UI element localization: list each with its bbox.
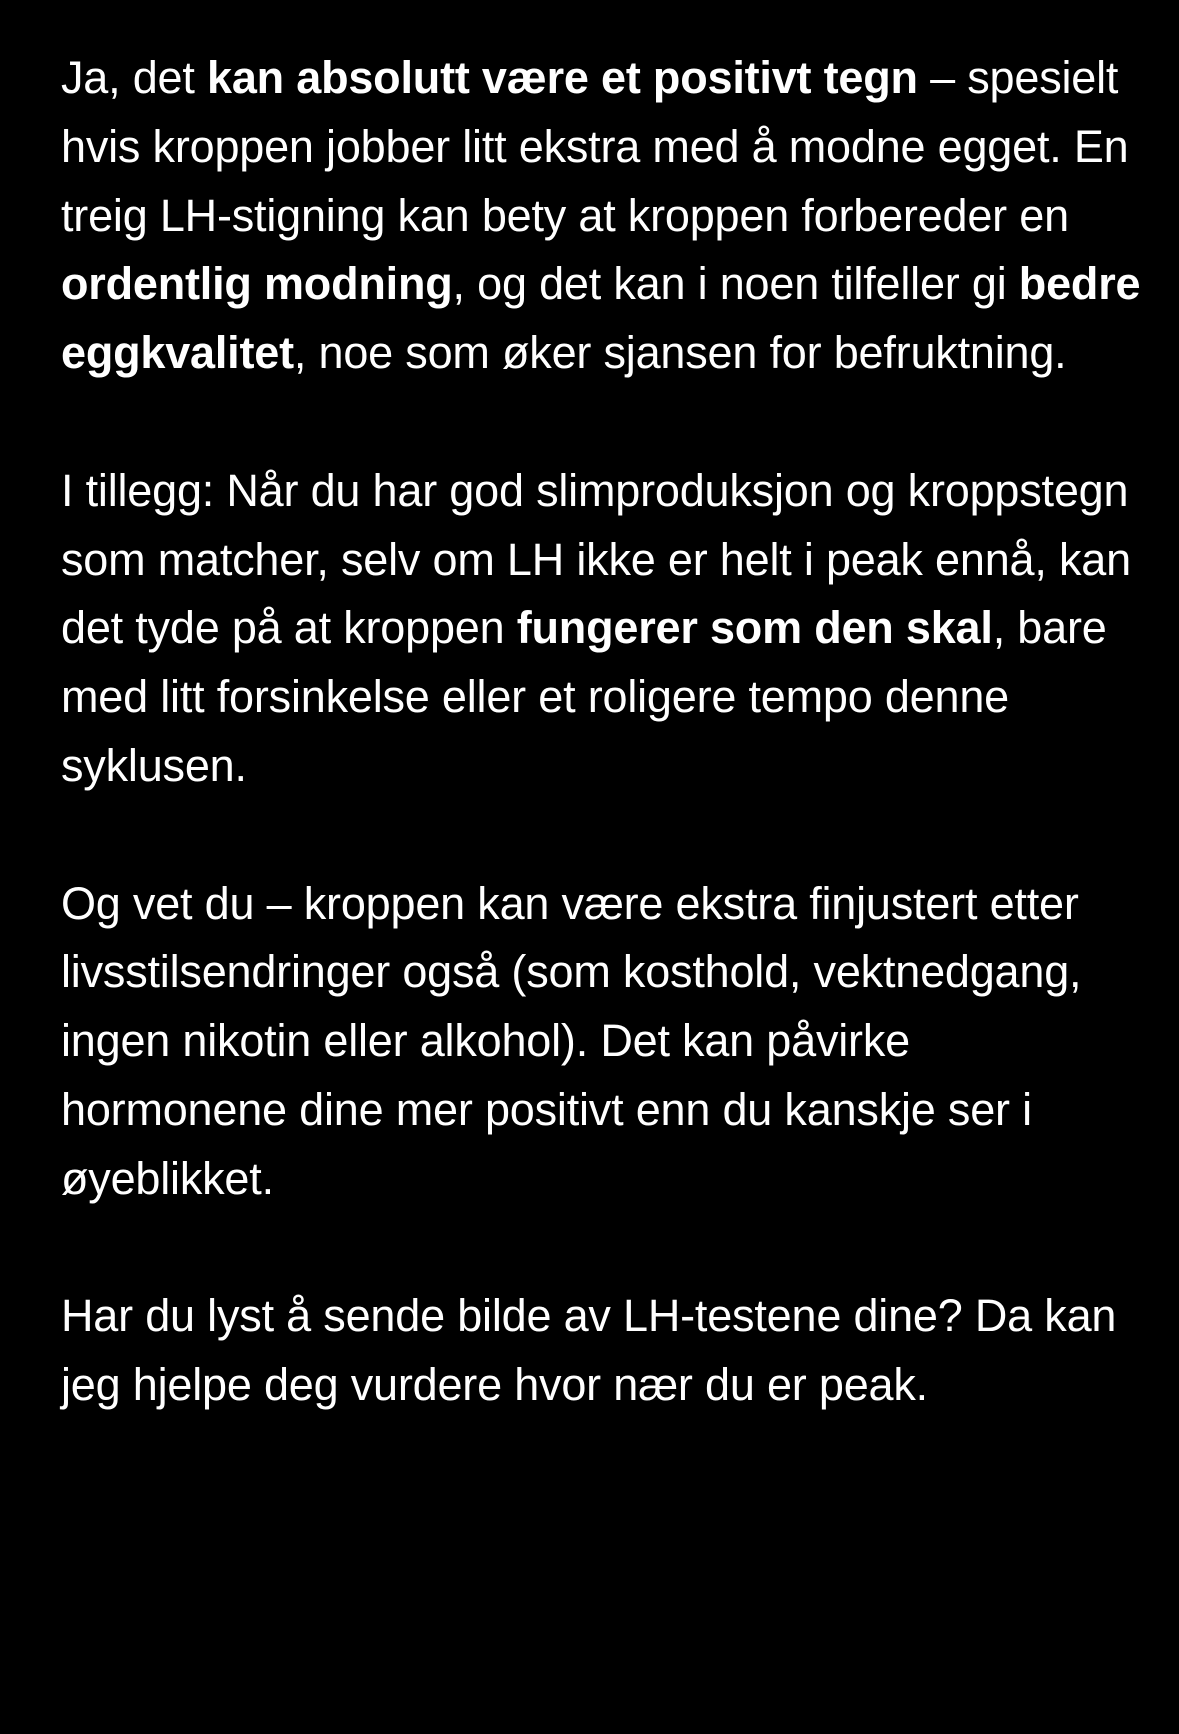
p1-text-a: Ja, det: [61, 52, 207, 103]
p1-text-g: , noe som øker sjansen for befruktning.: [293, 327, 1067, 379]
p1-bold-positive-sign: kan absolutt være et positivt tegn: [207, 52, 918, 103]
message-paragraph-3: Og vet du – kroppen kan være ekstra finjustert etter livsstilsendringer også (som kosthold, vektnedgang, ingen nikotin eller alkohol). Det kan påvirke hormonene dine mer positivt enn du kanskje ser i øyeblikket.: [61, 877, 1082, 1204]
p1-text-c: – spesielt hvis kroppen jobber litt ekstra med å modne egget. En treig LH-stigning kan bety at kroppen forbereder en: [61, 52, 1129, 241]
p1-bold-egg-quality: bedre eggkvalitet: [61, 258, 1141, 379]
message-paragraph-2: [61, 457, 1146, 801]
p2-text-a: I tillegg: Når du har god slimproduksjon og kroppstegn som matcher, selv om LH ikke er helt i peak ennå, kan det tyde på at kroppen: [61, 464, 1131, 654]
p2-bold-works-as-it-should: fungerer som den skal: [516, 602, 993, 654]
p1-text-e: , og det kan i noen tilfeller gi: [452, 258, 1019, 310]
p1-bold-proper-maturation: ordentlig modning: [61, 258, 453, 310]
message-paragraph-4: Har du lyst å sende bilde av LH-testene dine? Da kan jeg hjelpe deg vurdere hvor nær du er peak.: [61, 1290, 1117, 1411]
assistant-message: [61, 44, 1146, 1420]
p2-text-c: , bare med litt forsinkelse eller et roligere tempo denne syklusen.: [61, 602, 1107, 791]
message-paragraph-1: [61, 44, 1146, 388]
